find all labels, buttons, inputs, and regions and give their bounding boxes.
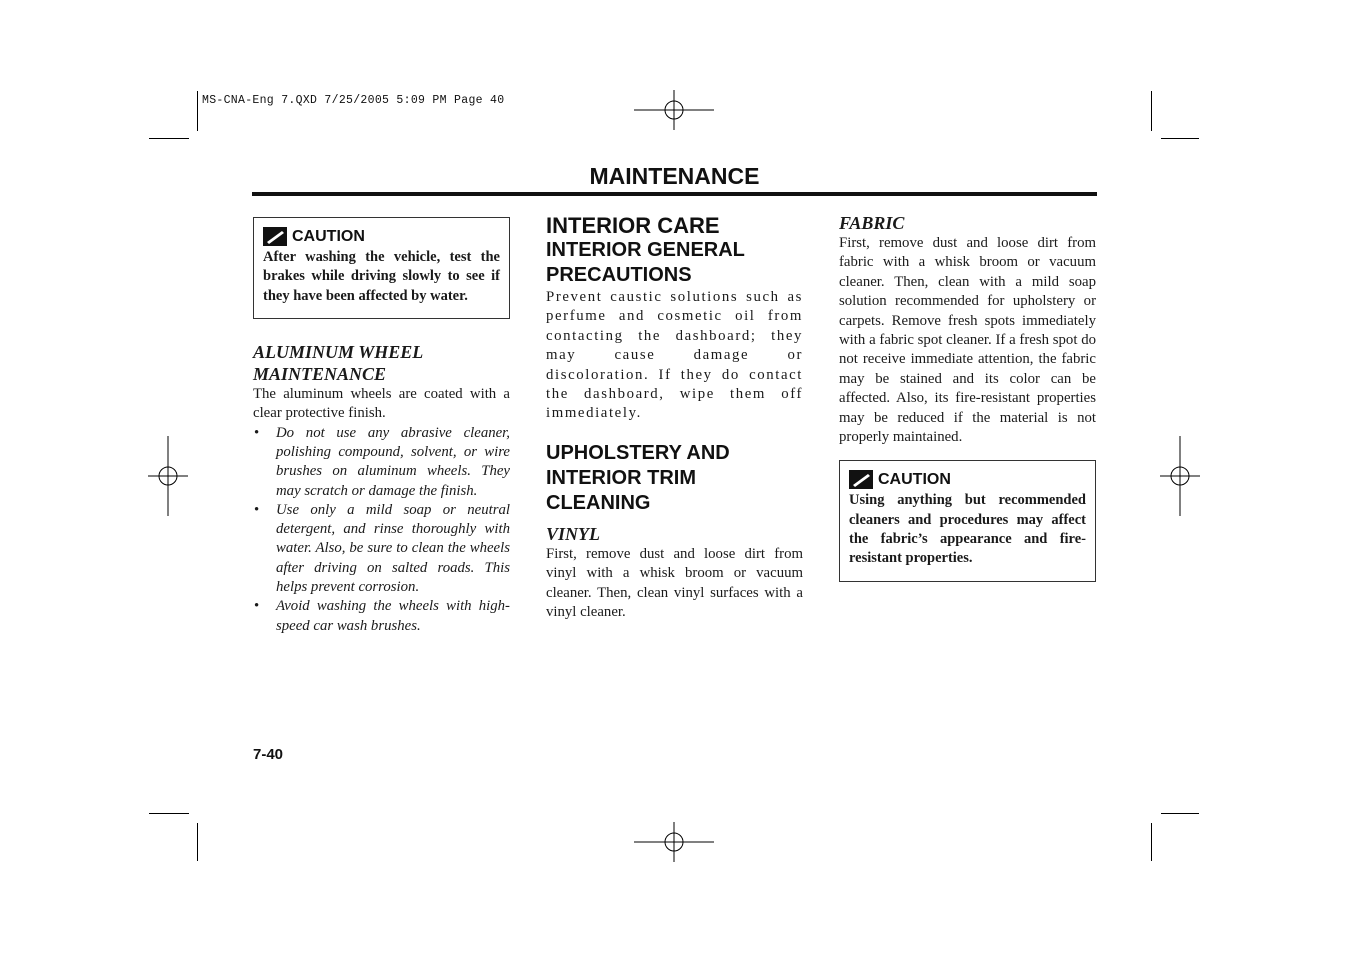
caution-box [253, 217, 510, 319]
crop-mark [197, 823, 198, 861]
subsection-heading: FABRIC [839, 213, 905, 233]
column-right [839, 212, 1096, 582]
caution-box [839, 460, 1096, 581]
caution-label: CAUTION [878, 470, 951, 488]
heading-line: ALUMINUM WHEEL [253, 341, 424, 362]
crop-mark [149, 138, 189, 139]
crop-mark [1161, 813, 1199, 814]
crop-mark [197, 91, 198, 131]
list-item: • Do not use any abrasive cleaner, polishing compound, solvent, or wire brushes on aluminum wheels. They may scratch or damage the finish. [253, 424, 510, 501]
print-slug: MS-CNA-Eng 7.QXD 7/25/2005 5:09 PM Page 40 [202, 94, 505, 107]
paragraph: First, remove dust and loose dirt from vinyl with a whisk broom or vacuum cleaner. Then, clean vinyl surfaces with a vinyl cleaner. [546, 545, 803, 621]
list-item: • Avoid washing the wheels with high-speed car wash brushes. [253, 597, 510, 636]
section-heading [546, 441, 803, 516]
heading-line: UPHOLSTERY AND [546, 441, 730, 464]
page-number: 7-40 [253, 746, 284, 763]
registration-mark-icon [148, 436, 188, 516]
caution-header [849, 470, 1086, 489]
paragraph: The aluminum wheels are coated with a clear protective finish. [253, 385, 510, 422]
bullet-list [253, 424, 510, 636]
paragraph: First, remove dust and loose dirt from fabric with a whisk broom or vacuum cleaner. Then, clean with a mild soap solution recommended for upholstery or carpets. Remove fresh spots immediately with a fabric spot cleaner. If a fresh spot do not receive immediate attention, the fabric may be stained and its color can be affected. Also, its fire-resistant properties may be reduced if the material is not properly maintained. [839, 235, 1096, 446]
heading-line: INTERIOR TRIM CLEANING [546, 466, 696, 514]
caution-icon [263, 227, 287, 246]
caution-text: After washing the vehicle, test the brakes while driving slowly to see if they have been affected by water. [263, 249, 500, 304]
crop-mark [1151, 823, 1152, 861]
column-left [253, 212, 510, 636]
caution-text: Using anything but recommended cleaners and procedures may affect the fabric’s appearance and fire-resistant properties. [849, 492, 1086, 567]
registration-mark-icon [634, 90, 714, 130]
page-title: MAINTENANCE [589, 163, 760, 189]
heading-line: PRECAUTIONS [546, 264, 692, 286]
crop-mark [1151, 91, 1152, 131]
caution-label: CAUTION [292, 227, 365, 245]
heading-line: INTERIOR GENERAL [546, 239, 745, 261]
section-title: INTERIOR CARE [546, 213, 720, 238]
registration-mark-icon [1160, 436, 1200, 516]
registration-mark-icon [634, 822, 714, 862]
paragraph: Prevent caustic solutions such as perfume and cosmetic oil from contacting the dashboard; they may cause damage or discoloration. If they do contact the dashboard, wipe them off immediately. [546, 289, 803, 422]
section-heading [253, 341, 510, 385]
heading-line: MAINTENANCE [253, 363, 387, 384]
caution-header [263, 227, 500, 246]
section-subtitle [546, 238, 803, 288]
column-middle [546, 212, 803, 622]
title-rule [252, 192, 1097, 196]
crop-mark [149, 813, 189, 814]
list-item: • Use only a mild soap or neutral detergent, and rinse thoroughly with water. Also, be sure to clean the wheels after driving on salted roads. This helps prevent corrosion. [253, 501, 510, 597]
subsection-heading: VINYL [546, 523, 600, 544]
crop-mark [1161, 138, 1199, 139]
caution-icon [849, 470, 873, 489]
